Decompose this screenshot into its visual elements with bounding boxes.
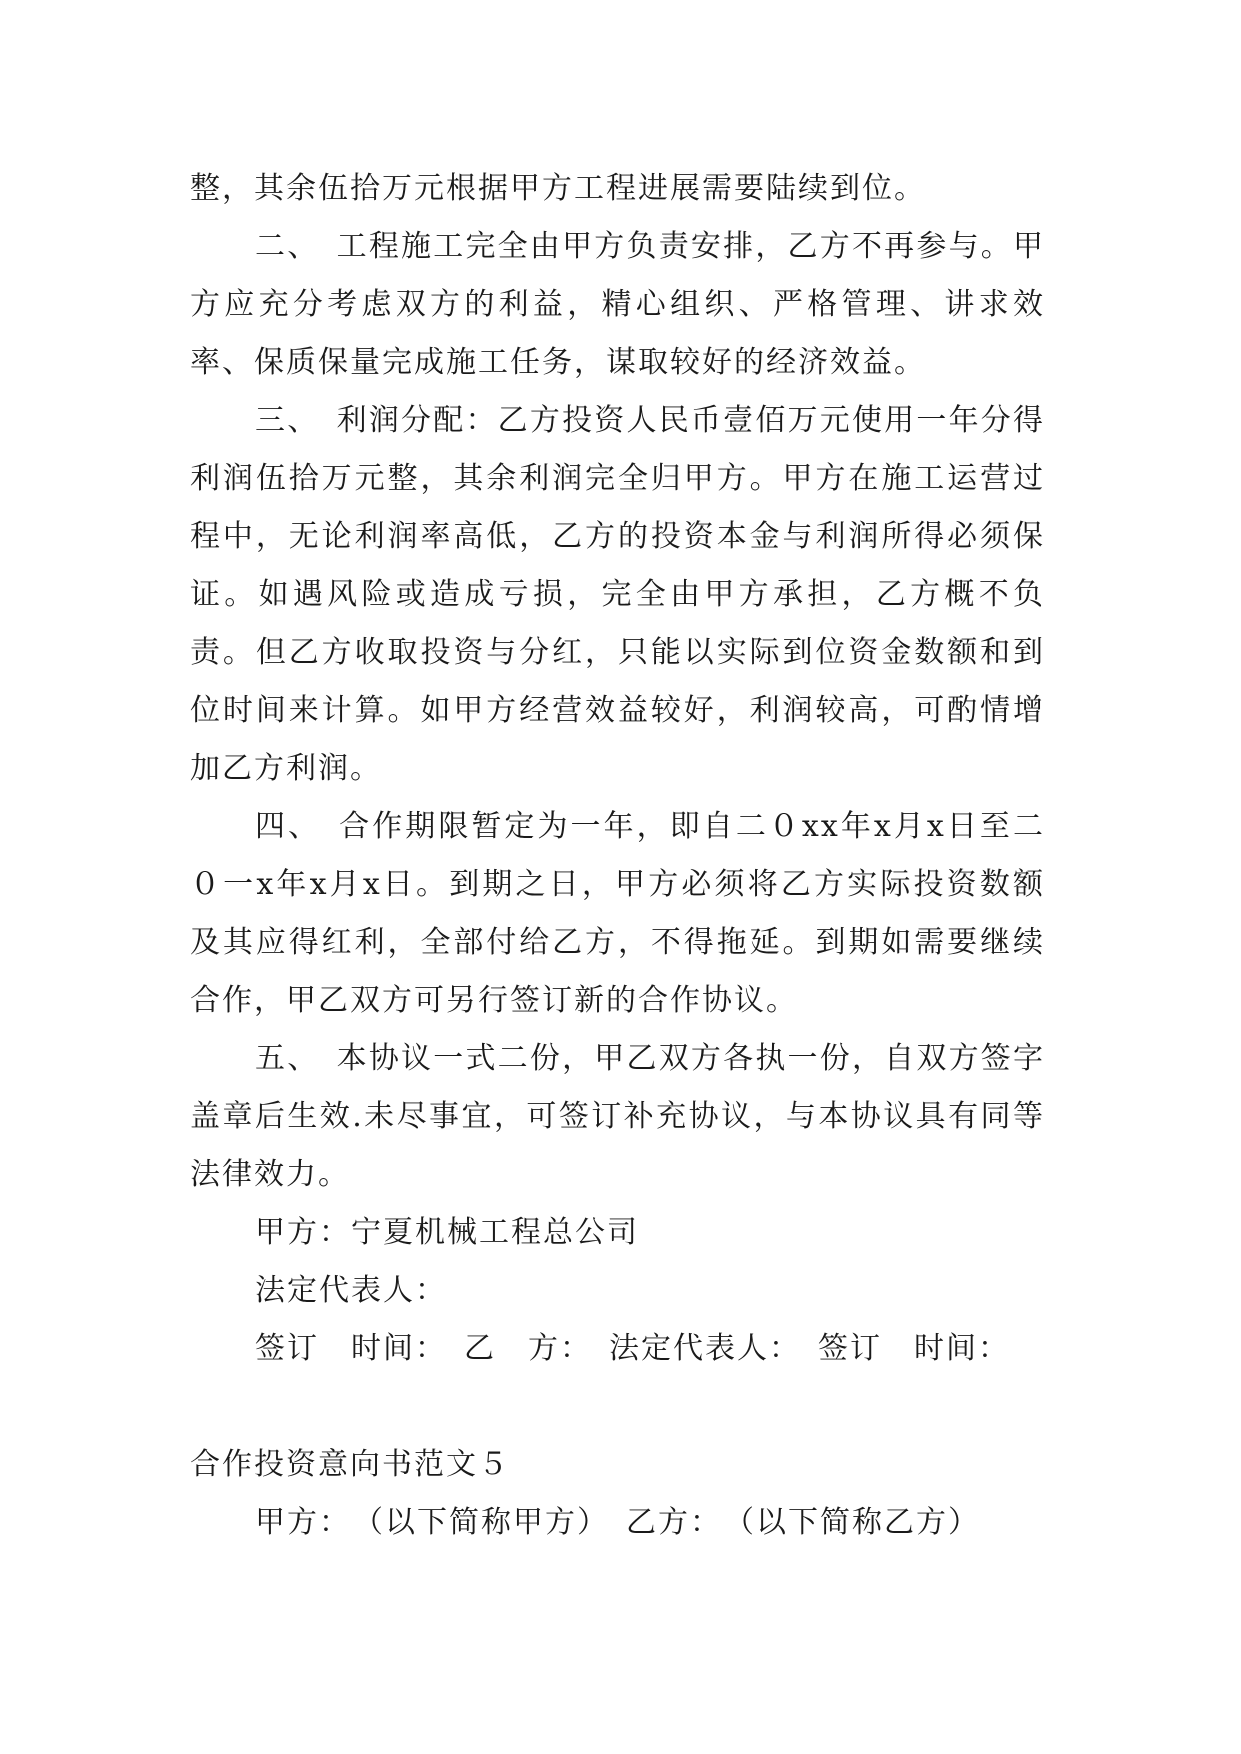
paragraph-clause-4: 四、 合作期限暂定为一年，即自二０xx年x月x日至二０一x年x月x日。到期之日，甲方必须将乙方实际投资数额及其应得红利，全部付给乙方，不得拖延。到期如需要继续合作，甲乙双方可另行签订新的合作协议。 [190,809,1045,1018]
party-a-line: 甲方：宁夏机械工程总公司 [255,1215,639,1250]
signature-block [190,1204,1045,1378]
section-title: 合作投资意向书范文５ [190,1447,510,1482]
paragraph-continuation: 整，其余伍拾万元根据甲方工程进展需要陆续到位。 [190,171,926,206]
paragraph-clause-5: 五、 本协议一式二份，甲乙双方各执一份，自双方签字盖章后生效.未尽事宜，可签订补充协议，与本协议具有同等法律效力。 [190,1041,1045,1192]
paragraph-clause-2: 二、 工程施工完全由甲方负责安排，乙方不再参与。甲方应充分考虑双方的利益，精心组织、严格管理、讲求效率、保质保量完成施工任务，谋取较好的经济效益。 [190,229,1045,380]
legal-representative-line: 法定代表人： [255,1273,447,1308]
signing-time-line: 签订 时间： 乙 方： 法定代表人： 签订 时间： [255,1331,1010,1366]
parties-line: 甲方： （以下简称甲方） 乙方： （以下简称乙方） [255,1505,980,1540]
paragraph-clause-3: 三、 利润分配：乙方投资人民币壹佰万元使用一年分得利润伍拾万元整，其余利润完全归甲方。甲方在施工运营过程中，无论利润率高低，乙方的投资本金与利润所得必须保证。如遇风险或造成亏损，完全由甲方承担，乙方概不负责。但乙方收取投资与分红，只能以实际到位资金数额和到位时间来计算。如甲方经营效益较好，利润较高，可酌情增加乙方利润。 [190,403,1045,786]
section-gap [190,1378,1045,1436]
document-body [190,160,1045,1552]
